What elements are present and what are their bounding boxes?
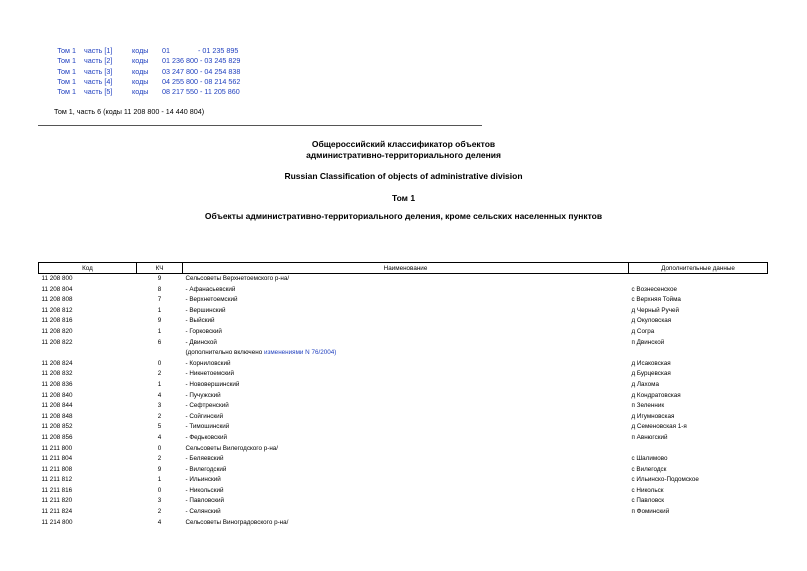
cell-code: 11 211 808 <box>41 465 73 473</box>
cell-name: - Беляевский <box>185 455 224 463</box>
cell-name-note <box>186 348 626 359</box>
nav-part-5[interactable] <box>44 87 240 97</box>
table-row <box>39 380 768 391</box>
cell-name: - Вершинский <box>185 306 226 314</box>
table-row <box>39 412 768 423</box>
cell-code: 11 208 836 <box>41 380 73 388</box>
cell-kch: 8 <box>157 285 162 293</box>
cell-code: 11 208 804 <box>41 285 73 293</box>
cell-name: - Никольский <box>185 486 224 494</box>
header-code: Код <box>39 263 137 274</box>
nav-codes-label[interactable]: коды <box>132 56 149 66</box>
table-row <box>39 327 768 338</box>
cell-code: 11 208 820 <box>41 327 73 335</box>
nav-code-range[interactable]: 01 - 01 235 895 <box>162 46 239 55</box>
cell-extra <box>629 518 768 529</box>
nav-volume[interactable]: Том 1 <box>57 87 76 97</box>
classifier-table <box>38 262 768 528</box>
cell-extra: с Никольск <box>631 486 664 494</box>
amendment-link[interactable]: изменениями N 76/2004) <box>263 349 337 357</box>
cell-name: - Ильинский <box>185 476 221 484</box>
cell-name: - Афанасьевский <box>185 285 236 293</box>
cell-code: 11 208 848 <box>41 412 73 420</box>
cell-code: 11 208 812 <box>41 306 73 314</box>
table-row <box>39 433 768 444</box>
table-row <box>39 518 768 529</box>
nav-volume[interactable]: Том 1 <box>57 56 76 66</box>
cell-kch: 4 <box>157 518 162 526</box>
table-row <box>39 369 768 380</box>
cell-kch: 2 <box>157 508 162 516</box>
cell-extra: п Фоминский <box>631 508 670 516</box>
table-row <box>39 359 768 370</box>
cell-extra: п Авнюгский <box>631 433 668 441</box>
cell-extra: д Бурцевская <box>631 370 671 378</box>
nav-volume[interactable]: Том 1 <box>57 46 76 55</box>
cell-code: 11 211 812 <box>41 476 73 484</box>
cell-name: - Селянский <box>185 508 221 516</box>
cell-code: 11 208 832 <box>41 370 73 378</box>
cell-extra: с Вилегодск <box>631 465 667 473</box>
cell-kch: 1 <box>157 306 162 314</box>
cell-kch: 4 <box>157 391 162 399</box>
note-text: (дополнительно включено <box>185 349 264 357</box>
table-body <box>39 274 768 529</box>
cell-kch: 6 <box>157 338 162 346</box>
table-row <box>39 475 768 486</box>
cell-kch: 2 <box>157 370 162 378</box>
cell-code: 11 214 800 <box>41 518 73 526</box>
cell-extra: д Семеновская 1-я <box>631 423 687 431</box>
cell-name <box>183 338 629 359</box>
cell-code: 11 211 816 <box>41 486 73 494</box>
nav-codes-label[interactable]: коды <box>132 66 149 76</box>
table-row <box>39 422 768 433</box>
table-row <box>39 465 768 476</box>
cell-kch: 2 <box>157 455 162 463</box>
nav-volume[interactable]: Том 1 <box>57 76 76 86</box>
nav-part-link[interactable]: часть [3] <box>84 66 113 76</box>
cell-kch: 1 <box>157 380 162 388</box>
table-row <box>39 338 768 359</box>
cell-kch: 1 <box>157 327 162 335</box>
cell-code: 11 211 820 <box>41 497 73 505</box>
cell-extra: с Павловск <box>631 497 665 505</box>
cell-code: 11 208 800 <box>41 275 73 282</box>
header-name: Наименование <box>183 263 629 274</box>
cell-kch: 3 <box>157 497 162 505</box>
current-part-label: Том 1, часть 6 (коды 11 208 800 - 14 440 804) <box>54 107 205 116</box>
table-row <box>39 295 768 306</box>
volume-heading: Том 1 <box>391 193 416 203</box>
cell-name: - Пучужский <box>185 391 221 399</box>
cell-name: - Сефтренский <box>185 402 229 410</box>
cell-name: - Федьковский <box>185 433 227 441</box>
table-row <box>39 316 768 327</box>
table-row <box>39 486 768 497</box>
volume-parts-nav <box>44 46 240 97</box>
cell-kch: 0 <box>157 486 162 494</box>
cell-code: 11 208 808 <box>41 296 73 304</box>
cell-kch: 5 <box>157 423 162 431</box>
cell-extra: с Шалимово <box>631 455 668 463</box>
nav-code-range[interactable]: 04 255 800 - 08 214 562 <box>162 76 241 86</box>
nav-code-range[interactable]: 08 217 550 - 11 205 860 <box>162 87 240 97</box>
cell-kch: 2 <box>157 412 162 420</box>
cell-extra <box>629 444 768 455</box>
title-line-2: административно-территориального деления <box>306 150 501 160</box>
cell-code: 11 208 856 <box>41 433 73 441</box>
cell-extra: с Вознесенское <box>631 285 678 293</box>
document-title <box>0 139 807 161</box>
cell-extra: д Лахома <box>631 380 659 388</box>
nav-code-range[interactable]: 03 247 800 - 04 254 838 <box>162 66 241 76</box>
nav-part-3[interactable] <box>44 67 240 77</box>
nav-part-link[interactable]: часть [5] <box>84 87 113 97</box>
cell-kch: 9 <box>157 317 162 325</box>
nav-codes-label[interactable]: коды <box>132 87 149 97</box>
table-row <box>39 444 768 455</box>
cell-name: - Тимошинский <box>185 423 230 431</box>
cell-code: 11 208 844 <box>41 402 73 410</box>
cell-code: 11 211 824 <box>41 508 73 516</box>
cell-kch: 9 <box>157 275 162 282</box>
cell-extra: с Верхняя Тойма <box>631 296 681 304</box>
nav-part-link[interactable]: часть [4] <box>84 76 113 86</box>
nav-code-range[interactable]: 01 236 800 - 03 245 829 <box>162 56 241 66</box>
cell-kch: 7 <box>157 296 162 304</box>
table-row <box>39 401 768 412</box>
cell-name: - Сойгинский <box>185 412 224 420</box>
header-extra: Дополнительные данные <box>629 263 768 274</box>
cell-name: - Нововершинский <box>185 380 240 388</box>
cell-name-text: - Двинской <box>185 338 217 346</box>
cell-name: - Вилегодский <box>185 465 227 473</box>
cell-code: 11 208 840 <box>41 391 73 399</box>
nav-part-1[interactable] <box>44 46 240 56</box>
cell-name: - Верхнетоемский <box>185 296 238 304</box>
cell-extra: д Согра <box>631 327 655 335</box>
cell-code: 11 208 816 <box>41 317 73 325</box>
cell-code: 11 208 852 <box>41 423 73 431</box>
cell-name: - Выйский <box>185 317 215 325</box>
nav-part-2[interactable] <box>44 56 240 66</box>
cell-extra: с Ильинско-Подомское <box>631 476 699 484</box>
nav-codes-label[interactable]: коды <box>132 76 149 86</box>
cell-code: 11 211 804 <box>41 455 73 463</box>
cell-code: 11 208 822 <box>41 338 73 346</box>
table-row <box>39 274 768 285</box>
cell-name: - Павловский <box>185 497 225 505</box>
cell-name: - Корниловский <box>185 359 231 367</box>
cell-extra: д Черный Ручей <box>631 306 680 314</box>
table-row <box>39 306 768 317</box>
english-title: Russian Classification of objects of administrative division <box>284 171 523 181</box>
table-row <box>39 496 768 507</box>
cell-kch: 9 <box>157 465 162 473</box>
cell-kch: 4 <box>157 433 162 441</box>
cell-extra <box>629 274 768 285</box>
table-header-row <box>39 263 768 274</box>
divider <box>38 125 482 126</box>
table-row <box>39 454 768 465</box>
cell-extra: п Двинской <box>631 338 665 346</box>
cell-kch: 0 <box>157 444 162 452</box>
cell-name: - Никнетоемский <box>185 370 235 378</box>
header-kch: КЧ <box>137 263 183 274</box>
cell-extra: д Кондратовская <box>631 391 681 399</box>
cell-extra: д Исаковская <box>631 359 671 367</box>
cell-code: 11 208 824 <box>41 359 73 367</box>
cell-name: - Горковский <box>185 327 222 335</box>
nav-part-4[interactable] <box>44 77 240 87</box>
cell-kch: 0 <box>157 359 162 367</box>
section-subtitle: Объекты административно-территориального деления, кроме сельских населенных пунктов <box>204 211 603 221</box>
cell-extra: д Игумновская <box>631 412 675 420</box>
cell-name: Сельсоветы Вилегодского р-на/ <box>185 444 279 452</box>
title-line-1: Общероссийский классификатор объектов <box>311 139 496 149</box>
cell-name: Сельсоветы Виноградовского р-на/ <box>185 518 289 526</box>
nav-codes-label[interactable]: коды <box>132 46 149 55</box>
cell-kch: 1 <box>157 476 162 484</box>
table-row <box>39 285 768 296</box>
cell-code: 11 211 800 <box>41 444 73 452</box>
nav-volume[interactable]: Том 1 <box>57 66 76 76</box>
table-row <box>39 507 768 518</box>
cell-kch: 3 <box>157 402 162 410</box>
cell-name: Сельсоветы Верхнетоемского р-на/ <box>185 275 290 282</box>
cell-extra: д Окуловская <box>631 317 672 325</box>
cell-extra: п Зеленник <box>631 402 665 410</box>
nav-part-link[interactable]: часть [1] <box>84 46 113 55</box>
table-row <box>39 391 768 402</box>
nav-part-link[interactable]: часть [2] <box>84 56 113 66</box>
